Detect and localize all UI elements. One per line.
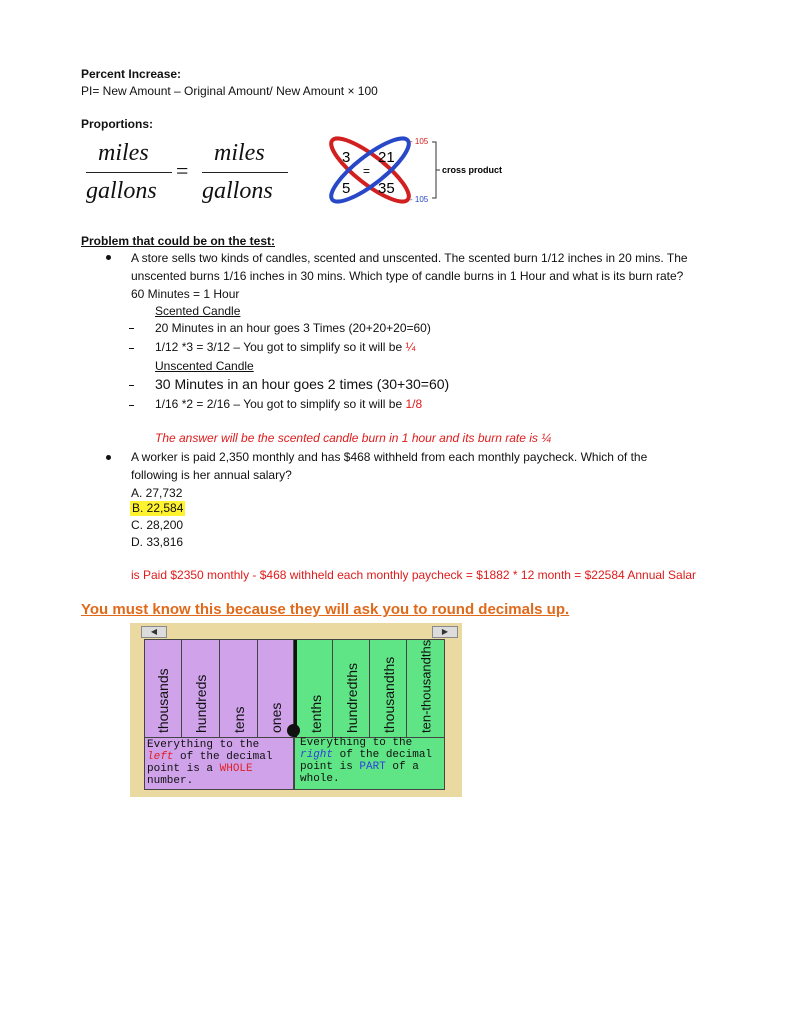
unscented-line1: 30 Minutes in an hour goes 2 times (30+30=60) xyxy=(155,376,450,392)
cross-center: = xyxy=(363,164,371,178)
scented-line2: 1/12 *3 = 3/12 – You got to simplify so it will be ¼ xyxy=(155,340,416,354)
rounding-heading: You must know this because they will ask you to round decimals up. xyxy=(81,601,570,618)
proportions-heading: Proportions: xyxy=(81,117,153,131)
percent-formula: PI= New Amount – Original Amount/ New Amount × 100 xyxy=(81,84,378,98)
red-cross-ellipse xyxy=(326,132,416,208)
place-thousands: thousands xyxy=(154,668,171,733)
place-ones: ones xyxy=(257,640,294,737)
problem2-text-line1: A worker is paid 2,350 monthly and has $468 withheld from each monthly paycheck. Which of the xyxy=(131,450,648,464)
scented-answer: ¼ xyxy=(405,340,416,354)
scroll-right-arrow-icon[interactable]: ▶ xyxy=(432,626,458,638)
problem1-answer: The answer will be the scented candle burn in 1 hour and its burn rate is ¼ xyxy=(155,431,552,445)
unscented-heading: Unscented Candle xyxy=(155,359,254,373)
problem2-solution: is Paid $2350 monthly - $468 withheld each monthly paycheck = $1882 * 12 month = $22584 Annual Salar xyxy=(131,568,697,582)
cross-product-label: cross product xyxy=(442,165,503,175)
scented-line1: 20 Minutes in an hour goes 3 Times (20+20+20=60) xyxy=(155,321,431,335)
option-d: D. 33,816 xyxy=(131,535,184,549)
bullet-icon xyxy=(106,455,111,460)
place-tenths: tenths xyxy=(294,640,335,737)
place-thousandths: thousandths xyxy=(369,640,407,737)
cross-bottom-value: - 105 xyxy=(410,195,429,204)
cross-bottom-left: 5 xyxy=(342,180,351,197)
option-a: A. 27,732 xyxy=(131,486,183,500)
cross-top-right: 21 xyxy=(378,149,395,166)
decimal-point-icon xyxy=(287,724,300,737)
cross-product-diagram xyxy=(326,132,526,208)
scented-heading: Scented Candle xyxy=(155,304,241,318)
place-hundreds: hundreds xyxy=(181,640,220,737)
problem1-text-line1: A store sells two kinds of candles, scented and unscented. The scented burn 1/12 inches in 20 mins. The xyxy=(131,251,688,265)
hour-line: 60 Minutes = 1 Hour xyxy=(131,287,240,301)
bullet-icon xyxy=(106,255,111,260)
problem-heading: Problem that could be on the test: xyxy=(81,234,276,248)
fraction-left-bar xyxy=(86,172,172,173)
right-note: Everything to the right of the decimal point is PART of a whole. xyxy=(300,737,433,785)
blue-cross-ellipse xyxy=(326,132,416,208)
fraction-right-denominator: gallons xyxy=(202,178,273,204)
fraction-right-numerator: miles xyxy=(214,140,265,166)
cross-top-value: - 105 xyxy=(410,137,429,146)
problem1-text-line2: unscented burns 1/16 inches in 30 mins. Which type of candle burns in 1 Hour and what is its burn rate? xyxy=(131,269,684,283)
cross-bottom-right: 35 xyxy=(378,180,395,197)
scroll-left-arrow-icon[interactable]: ◀ xyxy=(141,626,167,638)
unscented-answer: 1/8 xyxy=(405,397,423,411)
fraction-equals: = xyxy=(176,158,189,183)
percent-heading: Percent Increase: xyxy=(81,67,182,81)
left-note: Everything to the left of the decimal point is a WHOLE number. xyxy=(147,739,273,787)
fraction-right-bar xyxy=(202,172,288,173)
fraction-left-denominator: gallons xyxy=(86,178,157,204)
option-b-highlighted: B. 22,584 xyxy=(132,501,184,515)
place-tens: tens xyxy=(219,640,258,737)
problem2-text-line2: following is her annual salary? xyxy=(131,468,292,482)
place-ten-thousandths: ten-thousandths xyxy=(406,640,445,737)
option-c: C. 28,200 xyxy=(131,518,184,532)
unscented-line2: 1/16 *2 = 2/16 – You got to simplify so it will be 1/8 xyxy=(155,397,423,411)
place-hundredths: hundredths xyxy=(332,640,370,737)
fraction-left-numerator: miles xyxy=(98,140,149,166)
cross-top-left: 3 xyxy=(342,149,351,166)
